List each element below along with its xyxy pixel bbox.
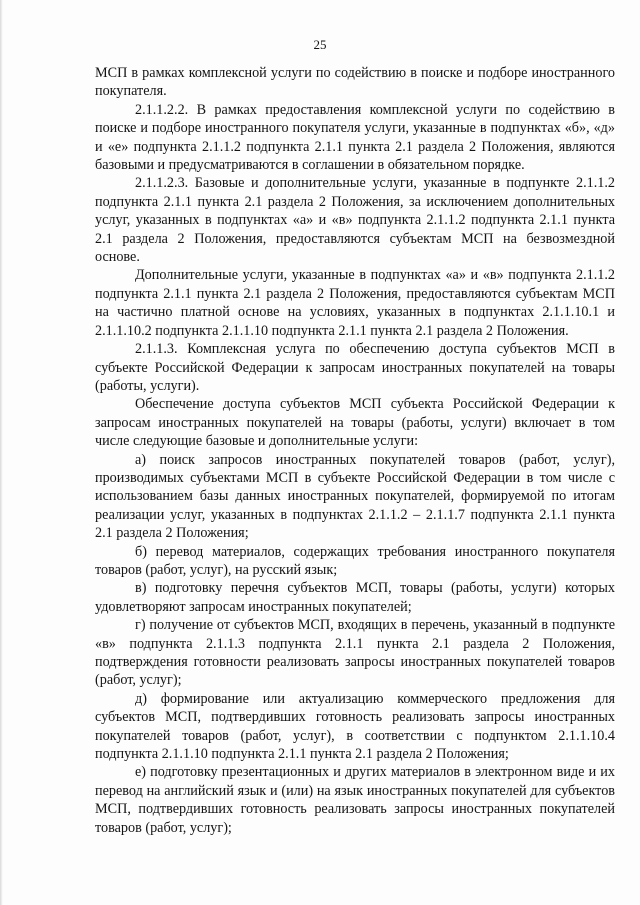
paragraph: МСП в рамках комплексной услуги по содействию в поиске и подборе иностранного покупателя.	[95, 65, 615, 100]
paragraph: 2.1.1.3. Комплексная услуга по обеспечению доступа субъектов МСП в субъекте Российской Федерации к запросам иностранных покупателей на товары (работы, услуги).	[95, 341, 615, 394]
paragraph: Дополнительные услуги, указанные в подпунктах «а» и «в» подпункта 2.1.1.2 подпункта 2.1.1 пункта 2.1 раздела 2 Положения, предоставляются субъектам МСП на частично платной основе на условиях, указанных в подпунктах 2.1.1.10.1 и 2.1.1.10.2 подпункта 2.1.1.10 подпункта 2.1.1 пункта 2.1 раздела 2 Положения.	[95, 267, 615, 339]
paragraph: а) поиск запросов иностранных покупателей товаров (работ, услуг), производимых субъектами МСП в субъекте Российской Федерации в том числе с использованием базы данных иностранных покупателей, формируемой по итогам реализации услуг, указанных в подпунктах 2.1.1.2 – 2.1.1.7 подпункта 2.1.1 пункта 2.1 раздела 2 Положения;	[95, 451, 615, 542]
scan-edge-shadow	[0, 0, 3, 905]
paragraph: д) формирование или актуализацию коммерческого предложения для субъектов МСП, подтвердивших готовность реализовать запросы иностранных покупателей товаров (работ, услуг), в соответствии с подпунктом 2.1.1.10.4 подпункта 2.1.1.10 подпункта 2.1.1 пункта 2.1 раздела 2 Положения;	[95, 690, 615, 763]
paragraph: г) получение от субъектов МСП, входящих в перечень, указанный в подпункте «в» подпункта 2.1.1.3 подпункта 2.1.1 пункта 2.1 раздела 2 Положения, подтверждения готовности реализовать запросы иностранных покупателей товаров (работ, услуг);	[95, 617, 615, 689]
paragraph: 2.1.1.2.2. В рамках предоставления комплексной услуги по содействию в поиске и подборе иностранного покупателя услуги, указанные в подпунктах «б», «д» и «е» подпункта 2.1.1.2 подпункта 2.1.1 пункта 2.1 раздела 2 Положения, являются базовыми и предусматриваются в соглашении в обязательном порядке.	[95, 101, 615, 174]
paragraph: Обеспечение доступа субъектов МСП субъекта Российской Федерации к запросам иностранных покупателей на товары (работы, услуги) включает в том числе следующие базовые и дополнительные услуги:	[95, 396, 615, 450]
paragraph: б) перевод материалов, содержащих требования иностранного покупателя товаров (работ, услуг), на русский язык;	[95, 543, 615, 578]
page-number: 25	[313, 37, 327, 52]
body-text	[95, 64, 615, 837]
paragraph: 2.1.1.2.3. Базовые и дополнительные услуги, указанные в подпункте 2.1.1.2 подпункта 2.1.1 пункта 2.1 раздела 2 Положения, за исключением дополнительных услуг, указанных в подпунктах «а» и «в» подпункта 2.1.1.2 подпункта 2.1.1 пункта 2.1 раздела 2 Положения, предоставляются субъектам МСП на безвозмездной основе.	[95, 175, 615, 266]
paragraph: е) подготовку презентационных и других материалов в электронном виде и их перевод на английский язык и (или) на язык иностранных покупателей для субъектов МСП, подтвердивших готовность реализовать запросы иностранных покупателей товаров (работ, услуг);	[95, 764, 615, 836]
paragraph: в) подготовку перечня субъектов МСП, товары (работы, услуги) которых удовлетворяют запросам иностранных покупателей;	[95, 580, 615, 615]
